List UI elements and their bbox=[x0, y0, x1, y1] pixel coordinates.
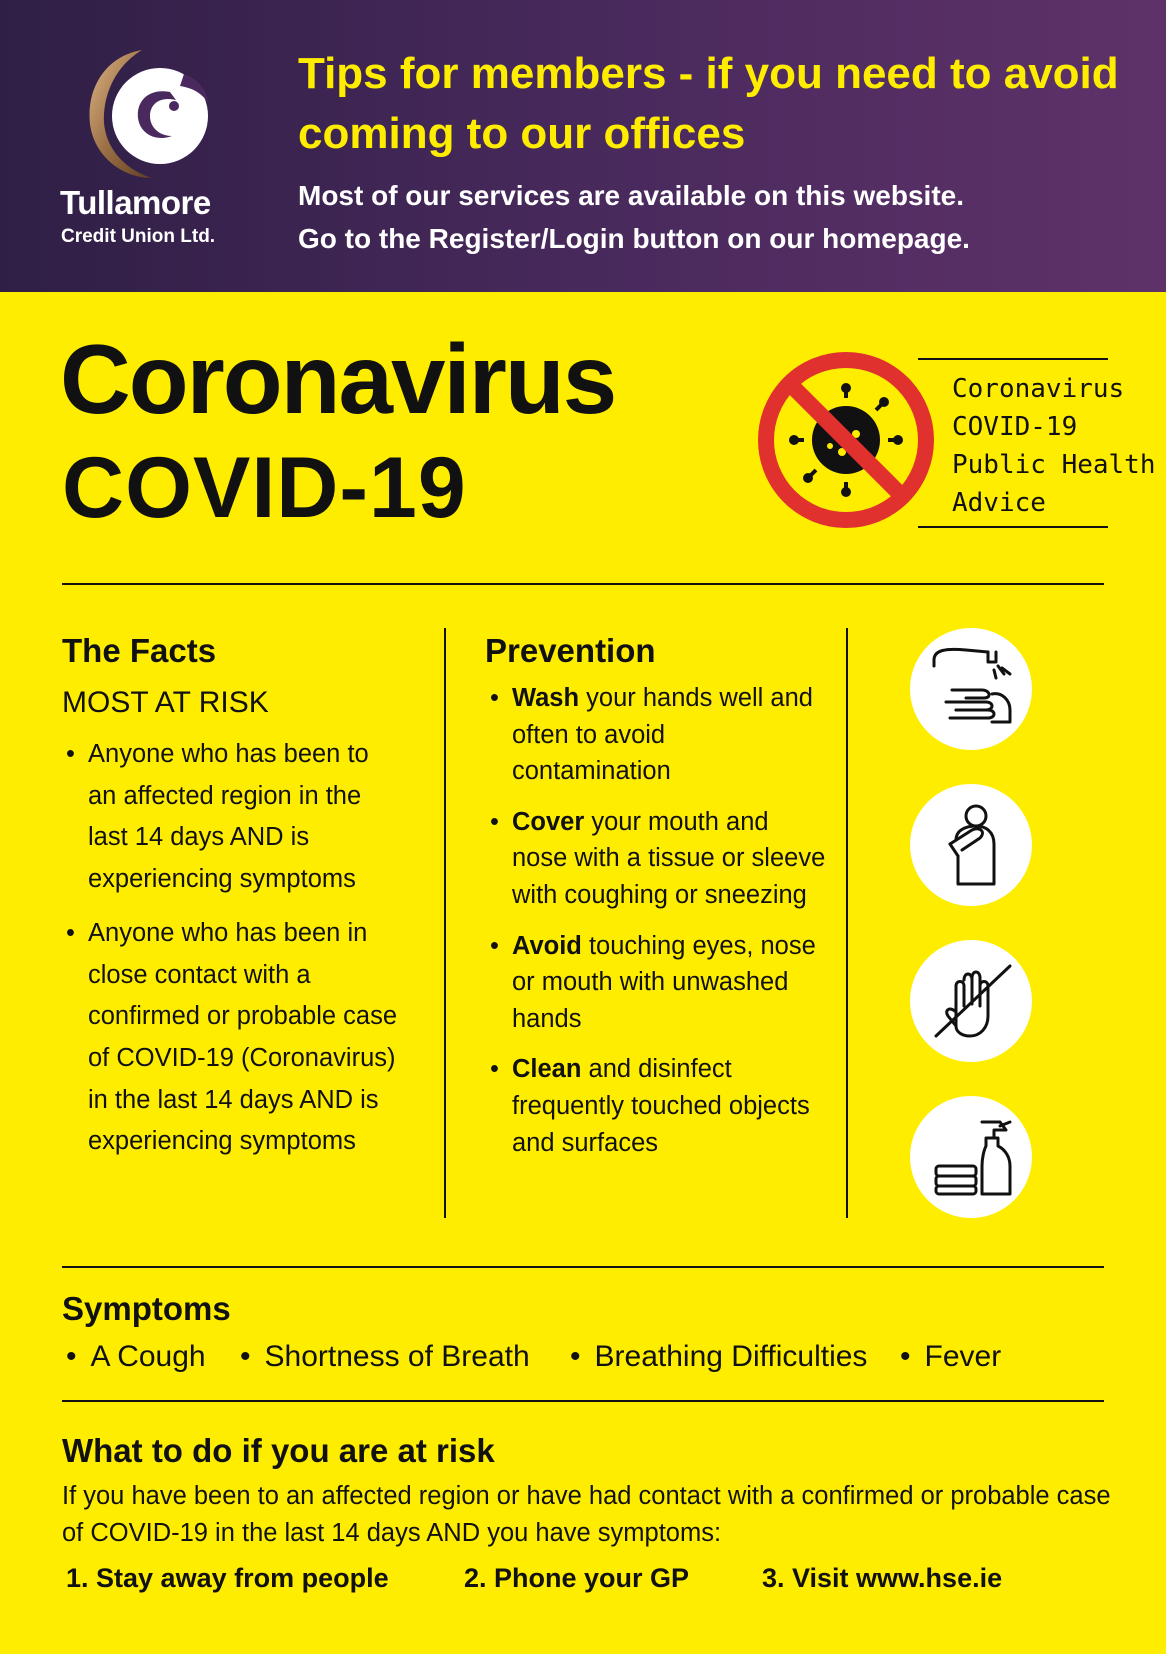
divider bbox=[62, 583, 1104, 585]
symptoms-heading: Symptoms bbox=[62, 1290, 231, 1327]
cough-icon-circle bbox=[910, 784, 1032, 906]
page-subtitle: COVID-19 bbox=[62, 440, 467, 536]
most-at-risk-heading: MOST AT RISK bbox=[62, 686, 269, 719]
list-item bbox=[486, 928, 826, 1038]
header-banner bbox=[0, 0, 1166, 292]
tips-line-2: Go to the Register/Login button on our homepage. bbox=[298, 223, 970, 254]
symptom-item: • Fever bbox=[900, 1340, 1001, 1374]
list-item bbox=[486, 680, 826, 790]
no-virus-icon bbox=[756, 350, 936, 530]
credit-union-logo[interactable] bbox=[56, 44, 256, 264]
symptom-item: • Shortness of Breath bbox=[240, 1340, 530, 1374]
at-risk-text: If you have been to an affected region or have had contact with a confirmed or probable case of COVID-19 in the last 14 days AND you have symptoms: bbox=[62, 1482, 1111, 1547]
advice-line: COVID-19 bbox=[952, 412, 1078, 442]
tips-line-1: Most of our services are available on this website. bbox=[298, 180, 965, 211]
prevention-text: and disinfect frequently touched objects and surfaces bbox=[512, 1055, 810, 1157]
symptom-item: • Breathing Difficulties bbox=[570, 1340, 867, 1374]
step-item: 1. Stay away from people bbox=[66, 1563, 389, 1593]
advice-line: Advice bbox=[952, 488, 1046, 518]
facts-list bbox=[62, 734, 402, 1175]
no-touch-icon-circle bbox=[910, 940, 1032, 1062]
column-divider bbox=[846, 628, 848, 1218]
prevention-keyword: Cover bbox=[512, 807, 585, 836]
symptoms-list bbox=[64, 1340, 1114, 1380]
list-item bbox=[486, 1051, 826, 1161]
hand-washing-icon bbox=[926, 644, 1016, 734]
advice-line: Coronavirus bbox=[952, 374, 1125, 404]
page-title: Coronavirus bbox=[60, 324, 616, 434]
cough-into-elbow-icon bbox=[926, 800, 1016, 890]
divider bbox=[62, 1266, 1104, 1268]
hand-washing-icon-circle bbox=[910, 628, 1032, 750]
cleaning-icon-circle bbox=[910, 1096, 1032, 1218]
symptom-item: • A Cough bbox=[66, 1340, 206, 1374]
logo-name: Tullamore bbox=[60, 184, 211, 221]
prevention-text: your mouth and nose with a tissue or sleeve with coughing or sneezing bbox=[512, 807, 826, 909]
tips-title: Tips for members - if you need to avoid coming to our offices bbox=[298, 49, 1119, 158]
at-risk-heading: What to do if you are at risk bbox=[62, 1432, 495, 1469]
phoenix-logo-icon bbox=[80, 44, 220, 184]
prevention-keyword: Avoid bbox=[512, 931, 582, 960]
advice-line: Public Health bbox=[952, 450, 1156, 480]
no-touch-face-icon bbox=[926, 956, 1016, 1046]
facts-heading: The Facts bbox=[62, 632, 217, 669]
at-risk-steps bbox=[66, 1563, 1126, 1603]
list-item bbox=[486, 804, 826, 914]
divider bbox=[62, 1400, 1104, 1402]
step-link-hse[interactable]: 3. Visit www.hse.ie bbox=[762, 1563, 1003, 1593]
tips-body bbox=[298, 174, 1148, 260]
prevention-heading: Prevention bbox=[485, 632, 656, 669]
public-health-advice-label bbox=[918, 358, 1156, 528]
prevention-text: touching eyes, nose or mouth with unwashed hands bbox=[512, 931, 816, 1033]
list-item: • Anyone who has been to an affected region in the last 14 days AND is experiencing symptoms bbox=[62, 734, 402, 901]
logo-subtitle: Credit Union Ltd. bbox=[61, 226, 216, 247]
column-divider bbox=[444, 628, 446, 1218]
prevention-keyword: Wash bbox=[512, 684, 580, 712]
prevention-list bbox=[486, 680, 826, 1175]
prevention-text: your hands well and often to avoid contamination bbox=[512, 684, 813, 786]
cleaning-spray-icon bbox=[926, 1112, 1016, 1202]
list-item: • Anyone who has been in close contact with a confirmed or probable case of COVID-19 (Coronavirus) in the last 14 days AND is experiencing symptoms bbox=[62, 913, 402, 1163]
prevention-keyword: Clean bbox=[512, 1055, 582, 1084]
step-item: 2. Phone your GP bbox=[464, 1563, 690, 1593]
